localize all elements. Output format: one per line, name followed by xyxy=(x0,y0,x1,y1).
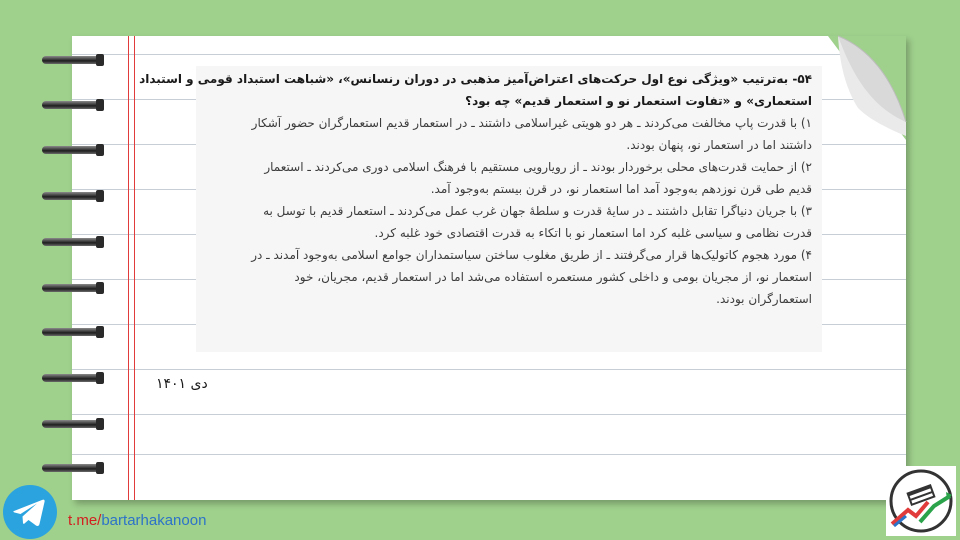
spiral-ring xyxy=(42,144,104,156)
spiral-ring xyxy=(42,418,104,430)
spiral-ring xyxy=(42,236,104,248)
page-curl-icon xyxy=(828,30,918,140)
telegram-icon[interactable] xyxy=(2,484,58,540)
spiral-ring xyxy=(42,54,104,66)
date-label: دی ۱۴۰۱ xyxy=(156,376,208,392)
option-3-line: ۳) با جریان دنیاگرا تقابل داشتند ـ در سایهٔ قدرت و سلطهٔ جهان غرب عمل می‌کردند ـ استعمار قدیم با توسل به xyxy=(263,204,812,218)
spiral-ring xyxy=(42,372,104,384)
question-stem-line: استعماری» و «تفاوت استعمار نو و استعمار قدیم» چه بود؟ xyxy=(465,94,812,108)
option-2-line: قدیم طی قرن نوزدهم به‌وجود آمد اما استعمار نو، در قرن بیستم به‌وجود آمد. xyxy=(430,182,812,196)
margin-line xyxy=(128,36,129,500)
rule-line xyxy=(72,369,906,370)
rule-line xyxy=(72,454,906,455)
rule-line xyxy=(72,54,906,55)
spiral-ring xyxy=(42,282,104,294)
option-1-line: داشتند اما در استعمار نو، پنهان بودند. xyxy=(626,138,812,152)
option-3-line: قدرت نظامی و سیاسی غلبه کرد اما استعمار نو با اتکاء به قدرت اقتصادی خود غلبه کرد. xyxy=(374,226,812,240)
spiral-ring xyxy=(42,326,104,338)
option-4-line: استعمارگران بودند. xyxy=(716,292,812,306)
question-stem-line: ۵۴- به‌ترتیب «ویژگی نوع اول حرکت‌های اعتراض‌آمیز مذهبی در دوران رنسانس»، «شباهت استبداد قومی و استبداد xyxy=(139,72,812,86)
option-1-line: ۱) با قدرت پاپ مخالفت می‌کردند ـ هر دو هویتی غیراسلامی داشتند ـ در استعمار قدیم استعمارگران حضور آشکار xyxy=(251,116,812,130)
question-image xyxy=(139,66,822,352)
margin-line xyxy=(134,36,135,500)
channel-logo-icon xyxy=(886,466,956,536)
rule-line xyxy=(72,414,906,415)
spiral-ring xyxy=(42,99,104,111)
spiral-ring xyxy=(42,190,104,202)
option-2-line: ۲) از حمایت قدرت‌های محلی برخوردار بودند ـ از رویارویی مستقیم با فرهنگ اسلامی دوری می‌کردند ـ استعمار xyxy=(264,160,812,174)
option-4-line: استعمار نو، از مجریان بومی و داخلی کشور مستعمره استفاده می‌شد اما در استعمار قدیم، مجریان، خود xyxy=(294,270,812,284)
telegram-link-channel: bartarhakanoon xyxy=(101,512,207,529)
telegram-channel-link[interactable] xyxy=(68,512,206,529)
option-4-line: ۴) مورد هجوم کاتولیک‌ها قرار می‌گرفتند ـ از طریق مغلوب ساختن سیاستمداران جوامع اسلامی به‌وجود آمدند ـ در xyxy=(251,248,812,262)
spiral-ring xyxy=(42,462,104,474)
telegram-link-prefix: t.me/ xyxy=(68,512,102,529)
